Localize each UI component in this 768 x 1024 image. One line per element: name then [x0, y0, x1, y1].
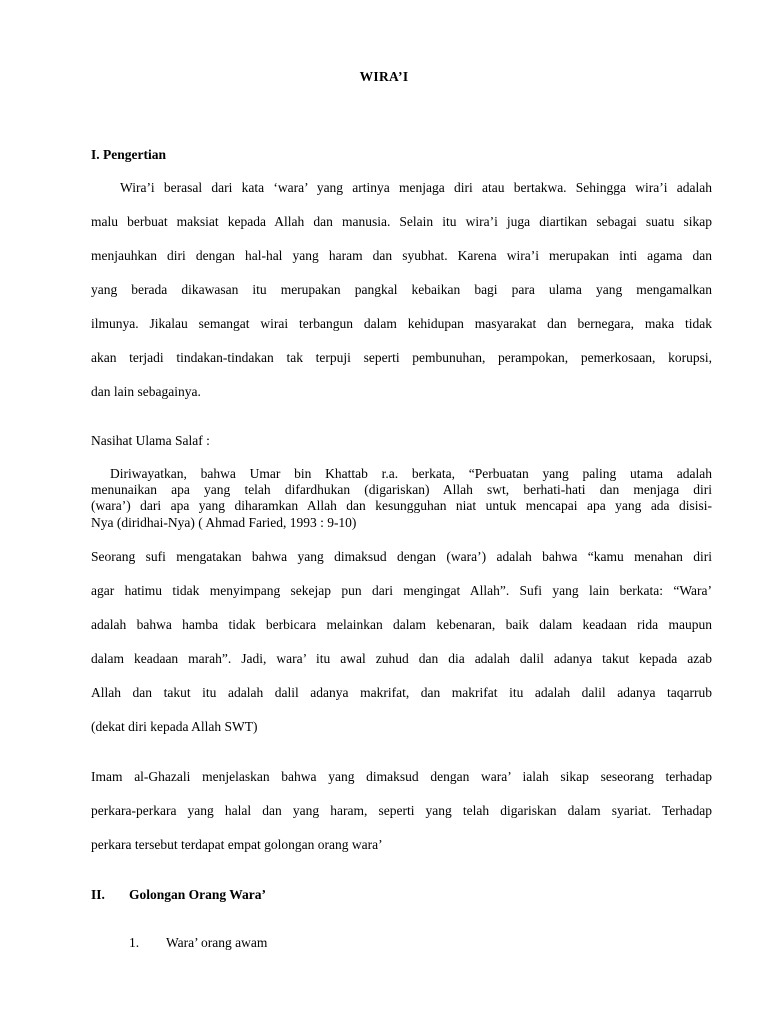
document-title: WIRA’I	[359, 69, 409, 84]
list-item-number: 1.	[129, 935, 140, 950]
nasihat-label: Nasihat Ulama Salaf :	[91, 433, 210, 448]
paragraph-line: akan terjadi tindakan-tindakan tak terpuji seperti pembunuhan, perampokan, pemerkosaan, korupsi,	[91, 350, 712, 365]
paragraph-line: perkara tersebut terdapat empat golongan orang wara’	[91, 837, 383, 852]
paragraph-line: dalam keadaan marah”. Jadi, wara’ itu awal zuhud dan dia adalah dalil adanya takut kepada azab	[91, 651, 712, 666]
paragraph-line: malu berbuat maksiat kepada Allah dan manusia. Selain itu wira’i juga diartikan sebagai suatu sikap	[91, 214, 712, 229]
paragraph-line: dan lain sebagainya.	[91, 384, 201, 399]
list-item-text: Wara’ orang awam	[166, 935, 268, 950]
paragraph-line: ilmunya. Jikalau semangat wirai terbangun dalam kehidupan masyarakat dan bernegara, maka tidak	[91, 316, 712, 331]
paragraph-sufi	[91, 549, 712, 753]
paragraph-line: agar hatimu tidak menyimpang sekejap pun dari mengingat Allah”. Sufi yang lain berkata: “Wara’	[91, 583, 712, 598]
paragraph-line: menjauhkan diri dengan hal-hal yang haram dan syubhat. Karena wira’i merupakan inti agama dan	[91, 248, 712, 263]
paragraph-line: yang berada dikawasan itu merupakan pangkal kebaikan bagi para ulama yang mengamalkan	[91, 282, 712, 297]
quote-line: Nya (diridhai-Nya) ( Ahmad Faried, 1993 : 9-10)	[91, 514, 357, 530]
paragraph-ghazali	[91, 769, 712, 871]
paragraph-line: (dekat diri kepada Allah SWT)	[91, 719, 258, 734]
quote-umar	[91, 466, 712, 531]
paragraph-line: Imam al-Ghazali menjelaskan bahwa yang dimaksud dengan wara’ ialah sikap seseorang terhadap	[91, 769, 712, 784]
paragraph-pengertian	[91, 180, 712, 418]
paragraph-line: Seorang sufi mengatakan bahwa yang dimaksud dengan (wara’) adalah bahwa “kamu menahan diri	[91, 549, 712, 564]
paragraph-line: Allah dan takut itu adalah dalil adanya makrifat, dan makrifat itu adalah dalil adanya taqarrub	[91, 685, 712, 700]
quote-line: menunaikan apa yang telah difardhukan (digariskan) Allah swt, berhati-hati dan menjaga diri	[91, 482, 712, 498]
quote-line: Diriwayatkan, bahwa Umar bin Khattab r.a. berkata, “Perbuatan yang paling utama adalah	[110, 466, 712, 481]
paragraph-line: Wira’i berasal dari kata ‘wara’ yang artinya menjaga diri atau bertakwa. Sehingga wira’i adalah	[120, 180, 712, 195]
paragraph-line: perkara-perkara yang halal dan yang haram, seperti yang telah digariskan dalam syariat. Terhadap	[91, 803, 712, 818]
section-1-heading: I. Pengertian	[91, 147, 166, 162]
paragraph-line: adalah bahwa hamba tidak berbicara melainkan dalam kebenaran, baik dalam keadaan rida maupun	[91, 617, 712, 632]
quote-line: (wara’) dari apa yang diharamkan Allah dan kesungguhan niat untuk mencapai apa yang ada disisi-	[91, 498, 712, 514]
section-2-number: II.	[91, 887, 105, 902]
section-2-heading: Golongan Orang Wara’	[129, 887, 267, 902]
